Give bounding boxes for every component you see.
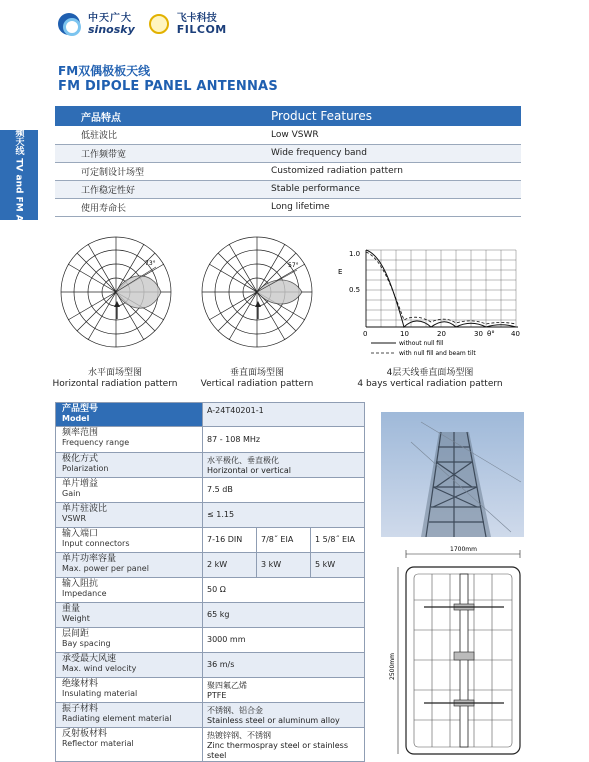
features-table [55, 106, 521, 217]
spec-row: 振子材料 Radiating element material 不锈钢、铝合金 Stainless steel or aluminum alloy [56, 703, 365, 728]
svg-text:0.5: 0.5 [349, 286, 361, 294]
spec-row-model: 产品型号 Model A-24T40201-1 [56, 403, 365, 427]
svg-text:20: 20 [437, 330, 446, 338]
header-logos [58, 10, 227, 38]
features-header: 产品特点 Product Features [55, 106, 521, 126]
page-title-en: FM DIPOLE PANEL ANTENNAS [58, 79, 278, 94]
svg-text:2500mm: 2500mm [389, 653, 396, 680]
svg-text:30: 30 [474, 330, 483, 338]
svg-text:1700mm: 1700mm [450, 546, 477, 553]
spec-row: 单片增益 Gain 7.5 dB [56, 478, 365, 503]
svg-text:73°: 73° [145, 260, 156, 267]
spec-row: 承受最大风速 Max. wind velocity 36 m/s [56, 653, 365, 678]
specs-table [55, 402, 365, 762]
svg-text:1.0: 1.0 [349, 250, 361, 258]
spec-row: 输入端口 Input connectors 7-16 DIN 7/8˝ EIA 1 5/8˝ EIA [56, 528, 365, 553]
svg-text:E: E [338, 268, 343, 276]
spec-row: 单片驻波比 VSWR ≤ 1.15 [56, 503, 365, 528]
svg-text:0: 0 [363, 330, 368, 338]
spec-row: 绝缘材料 Insulating material 聚四氟乙烯 PTFE [56, 678, 365, 703]
feature-row: 可定制设计场型 Customized radiation pattern [55, 162, 521, 180]
filcom-logo: 飞卡科技 FILCOM [176, 13, 227, 36]
feature-row: 工作稳定性好 Stable performance [55, 180, 521, 198]
horizontal-pattern-diagram [56, 235, 176, 350]
horizontal-pattern-caption: 水平面场型图 Horizontal radiation pattern [52, 368, 178, 389]
svg-text:θ°: θ° [487, 330, 495, 338]
vertical-pattern-caption: 垂直面场型图 Vertical radiation pattern [200, 368, 314, 389]
bays-pattern-chart [336, 240, 526, 362]
spec-row: 反射板材料 Reflector material 热镀锌钢、不锈钢 Zinc thermospray steel or stainless steel [56, 728, 365, 762]
spec-row: 重量 Weight 65 kg [56, 603, 365, 628]
page-title-cn: FM双偶极板天线 [58, 64, 151, 78]
spec-row: 层间距 Bay spacing 3000 mm [56, 628, 365, 653]
feature-row: 工作频带宽 Wide frequency band [55, 144, 521, 162]
panel-drawing [384, 540, 524, 761]
vertical-pattern-diagram [197, 235, 317, 350]
svg-text:40: 40 [511, 330, 520, 338]
svg-text:57°: 57° [288, 262, 299, 269]
svg-text:without null fill: without null fill [399, 340, 444, 347]
bays-pattern-caption: 4层天线垂直面场型图 4 bays vertical radiation pattern [357, 368, 503, 389]
spec-row: 输入阻抗 Impedance 50 Ω [56, 578, 365, 603]
svg-text:with null fill and beam tilt: with null fill and beam tilt [399, 350, 476, 357]
sinosky-logo: 中天广大 sinosky [88, 13, 135, 36]
tower-photo [381, 412, 524, 537]
sinosky-logo-icon [58, 13, 80, 35]
feature-row: 低驻波比 Low VSWR [55, 126, 521, 144]
spec-row: 频率范围 Frequency range 87 - 108 MHz [56, 427, 365, 453]
filcom-logo-icon [149, 14, 169, 34]
spec-row: 极化方式 Polarization 水平极化、垂直极化 Horizontal or vertical [56, 453, 365, 478]
spec-row: 单片功率容量 Max. power per panel 2 kW 3 kW 5 kW [56, 553, 365, 578]
feature-row: 使用寿命长 Long lifetime [55, 198, 521, 216]
side-section-tab: ① 电视调频天线 TV and FM Antennas [0, 130, 38, 220]
svg-text:10: 10 [400, 330, 409, 338]
